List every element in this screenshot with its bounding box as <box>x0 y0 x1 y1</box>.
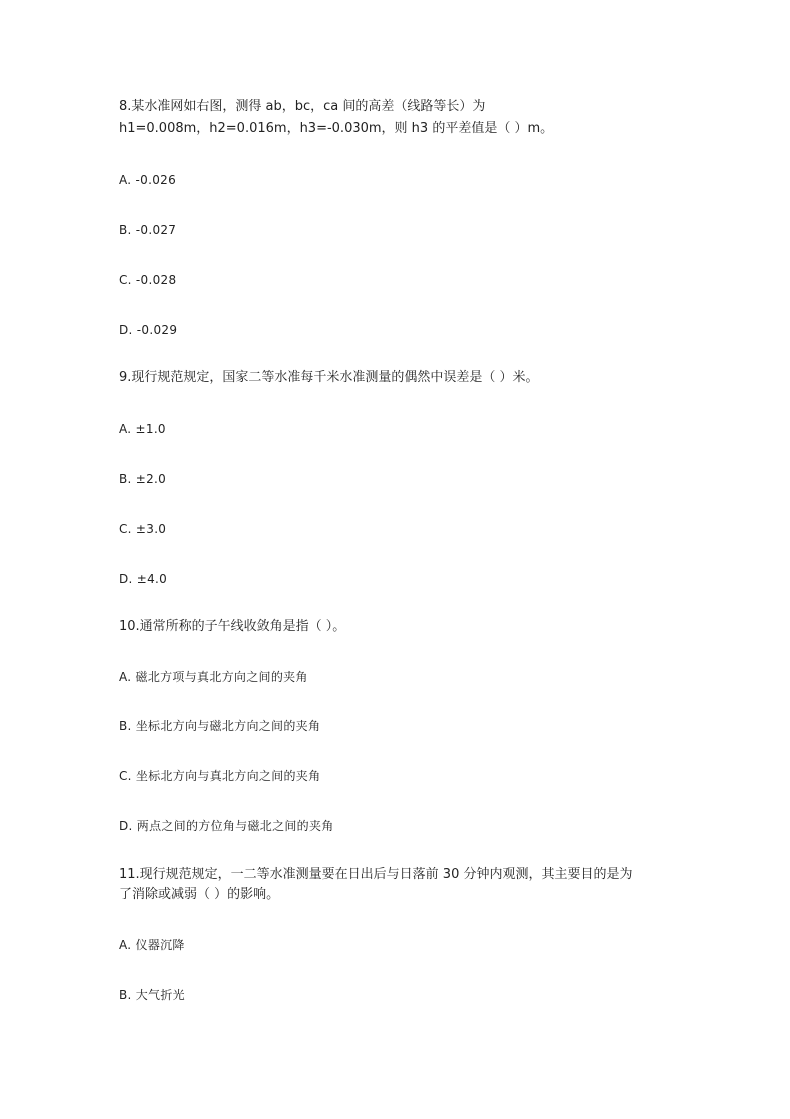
question-9-option-a: A. ±1.0 <box>119 422 166 436</box>
question-8-option-b: B. -0.027 <box>119 223 177 237</box>
question-8-option-c: C. -0.028 <box>119 273 177 287</box>
question-10-option-a: A. 磁北方项与真北方向之间的夹角 <box>119 670 308 684</box>
question-10-option-c: C. 坐标北方向与真北方向之间的夹角 <box>119 769 321 783</box>
question-9-stem-line-1: 9.现行规范规定，国家二等水准每千米水准测量的偶然中误差是（ ）米。 <box>119 370 539 385</box>
question-10-option-b: B. 坐标北方向与磁北方向之间的夹角 <box>119 719 321 733</box>
question-8-option-a: A. -0.026 <box>119 173 177 187</box>
question-8-option-d: D. -0.029 <box>119 323 178 337</box>
question-8-stem-line-1: 8.某水准网如右图，测得 ab，bc，ca 间的高差（线路等长）为 <box>119 99 486 114</box>
question-11-option-b: B. 大气折光 <box>119 988 185 1002</box>
question-10-option-d: D. 两点之间的方位角与磁北之间的夹角 <box>119 819 334 833</box>
question-11-option-a: A. 仪器沉降 <box>119 938 185 952</box>
question-11-stem-line-1: 11.现行规范规定，一二等水准测量要在日出后与日落前 30 分钟内观测，其主要目的是为 <box>119 867 633 882</box>
question-11-stem-line-2: 了消除或减弱（ ）的影响。 <box>119 887 280 902</box>
question-8-stem-line-2: h1=0.008m，h2=0.016m，h3=-0.030m，则 h3 的平差值是（ ）m。 <box>119 121 554 136</box>
question-10-stem-line-1: 10.通常所称的子午线收敛角是指（ ）。 <box>119 619 346 634</box>
question-9-option-d: D. ±4.0 <box>119 572 168 586</box>
question-9-option-b: B. ±2.0 <box>119 472 167 486</box>
question-9-option-c: C. ±3.0 <box>119 522 167 536</box>
